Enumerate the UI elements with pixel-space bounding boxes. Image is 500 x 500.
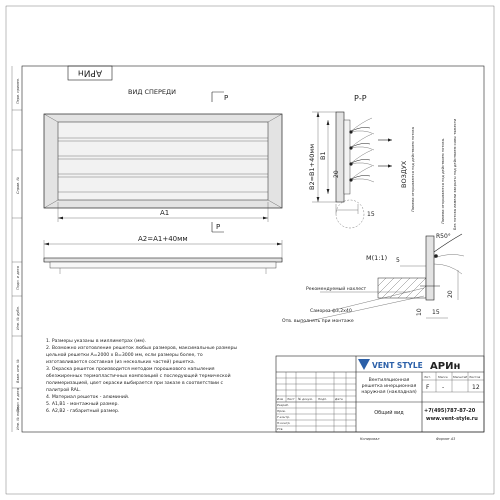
note-line-3: цельной решетки А=2000 х В=3000 мм, если размеры более, то (46, 353, 203, 358)
detail-radius: R50° (436, 233, 451, 240)
row-label-izm: Изм (277, 397, 284, 401)
mass-value: - (442, 384, 445, 391)
section-dim-20: 20 (333, 170, 340, 178)
section-mark-bottom-label: Р (216, 223, 221, 231)
margin-label-4: Инв. № дубл. (16, 306, 20, 330)
side-notes (441, 118, 457, 230)
detail-callout-3: Отв. выполнять при монтаже (282, 319, 354, 324)
note-line-9: 4. Материал решеток - алюминий. (46, 395, 130, 400)
copied-label: Копировал (360, 437, 380, 441)
side-note-1: Ламели открываются под действием потока. (441, 137, 445, 224)
product-line-3: наружная (накладная) (361, 390, 417, 395)
corner-stamp (68, 66, 112, 80)
dim-b1-label: В1 (319, 151, 327, 160)
margin-label-7: Инв. № подл. (16, 405, 20, 430)
side-note-2: Без потока ламели закрыты под действием силы тяжести (453, 118, 457, 230)
detail-view (282, 233, 464, 324)
grille-plan (44, 258, 282, 262)
detail-callout-circle (336, 200, 364, 228)
detail-dim-20: 20 (447, 290, 454, 298)
airflow-label: ВОЗДУХ (400, 160, 408, 188)
sign-label-3: Т.контр. (277, 415, 291, 419)
dim-b2-label: В2=В1+40мм (308, 143, 316, 190)
margin-label-1: Перв. примен. (16, 77, 20, 104)
detail-dim-10: 10 (416, 308, 423, 316)
product-line-1: Вентиляционная (368, 378, 410, 383)
sheets-total: 12 (472, 384, 480, 391)
margin-label-6: Подп. и дата (16, 388, 20, 412)
phone: +7(495)787-87-20 (424, 408, 476, 414)
sign-label-1: Разраб. (277, 403, 289, 407)
top-view (44, 235, 282, 274)
note-line-5: 3. Окраска решеток производится методом порошкового напыления (46, 367, 215, 372)
margin-label-2: Справ. № (16, 176, 20, 194)
sign-label-4: Н.контр. (277, 421, 291, 425)
note-line-6: обезжиренных термопластичных композиций с последующей термической (46, 374, 231, 379)
dim-a2-label: А2=А1+40мм (138, 235, 188, 243)
row-label-doc: № докум. (298, 397, 313, 401)
section-dim-15: 15 (367, 211, 375, 218)
row-label-sign: Подп. (318, 397, 328, 401)
vent-style-logo (358, 359, 423, 370)
front-view (44, 88, 282, 232)
product-line-2: решетка инерционная (361, 384, 417, 389)
note-line-8: палитрой RAL. (46, 388, 81, 393)
detail-callout-2: Саморез ф3,2х40 (310, 309, 352, 314)
airflow-arrows (378, 138, 392, 167)
detail-dim-5: 5 (396, 257, 400, 264)
note-line-11: 6. А2,В2 - габаритный размер. (46, 409, 120, 414)
section-frame (336, 112, 344, 202)
front-view-title: ВИД СПЕРЕДИ (128, 88, 176, 96)
detail-title: М(1:1) (366, 254, 388, 262)
logo-text: VENT STYLE (372, 361, 423, 370)
section-title: Р-Р (354, 94, 367, 103)
brand-name: АРИн (430, 361, 461, 372)
col-label-lit: Лит. (424, 375, 431, 379)
col-label-mass: Масса (438, 375, 448, 379)
section-mark-top (212, 92, 224, 102)
section-louvers (349, 118, 374, 182)
sign-label-2: Пров. (277, 409, 286, 413)
section-mark-top-label: Р (224, 94, 229, 102)
row-label-list: Лист (287, 397, 295, 401)
website[interactable]: www.vent-style.ru (426, 416, 478, 422)
louver-note: Ламели открываются под действием потока (411, 127, 415, 212)
note-line-2: 2. Возможно изготовление решеток любых размеров, максимальные размеры (46, 346, 237, 351)
note-line-10: 5. А1,В1 - монтажный размер. (46, 402, 119, 407)
detail-callout-1: Рекомендуемый нахлест (306, 287, 367, 292)
note-line-7: полимеризацией, цвет окраски выбирается при заказе в соответствии с (46, 381, 224, 386)
section-view (308, 94, 415, 228)
note-line-1: 1. Размеры указаны в миллиметрах (мм). (46, 339, 147, 344)
view-name: Общий вид (374, 410, 404, 416)
dim-a1-label: А1 (160, 209, 170, 217)
format-label: Формат А3 (436, 437, 456, 441)
sheet-outer-frame (6, 6, 494, 494)
detail-dim-15: 15 (432, 309, 440, 316)
margin-label-3: Подп. и дата (16, 266, 20, 290)
title-block (276, 356, 484, 432)
left-margin-strip (12, 66, 22, 432)
sign-label-5: Утв. (277, 427, 284, 431)
col-label-scale: Масштаб (453, 375, 468, 379)
margin-label-5: Взам. инв. № (16, 359, 20, 383)
corner-stamp-text: АРИн (77, 67, 103, 78)
letter-value: F (426, 384, 430, 391)
grille-inner-frame (58, 122, 268, 200)
col-label-sheets: Листов (469, 375, 481, 379)
row-label-date: Дата (335, 397, 343, 401)
note-line-4: изготавливается составная (из нескольких частей) решетка. (46, 360, 196, 365)
notes-block (46, 338, 237, 414)
detail-wall-hatch (378, 278, 426, 298)
